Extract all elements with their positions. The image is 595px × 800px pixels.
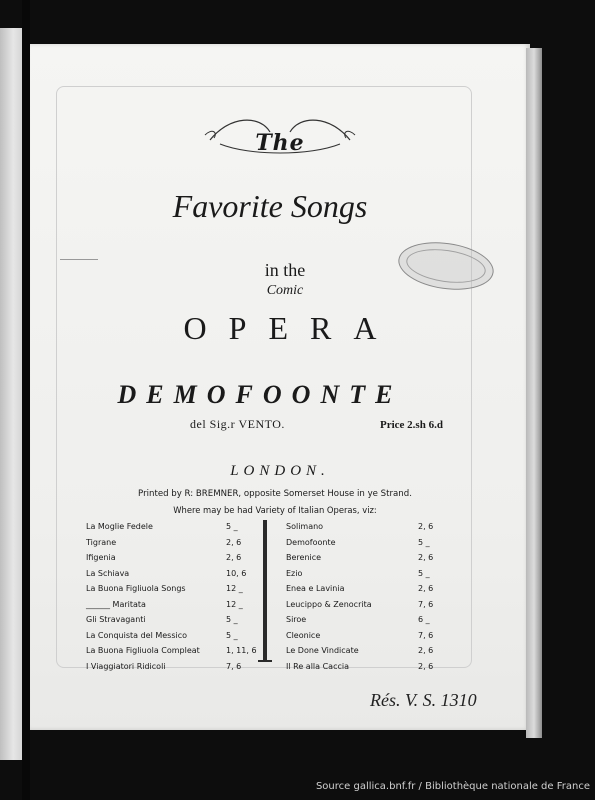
opera-price: 5 _: [226, 522, 238, 531]
opera-title: Tigrane: [86, 537, 117, 547]
opera-price: 5 _: [418, 568, 430, 578]
opera-price: 6 _: [418, 615, 430, 624]
opera-list-item: [286, 537, 430, 549]
column-divider: [263, 520, 267, 660]
opera-list-item: [86, 521, 238, 533]
opera-list-item: [286, 583, 434, 595]
opera-title: Il Re alla Caccia: [286, 661, 349, 671]
opera-price: 2, 6: [226, 537, 242, 547]
opera-list-item: [86, 568, 247, 580]
opera-title: Gli Stravaganti: [86, 615, 146, 624]
book-gutter: [22, 0, 30, 800]
opera-list-item: [86, 661, 242, 673]
subtitle-comic: Comic: [266, 283, 304, 298]
left-page-edge: [0, 28, 22, 760]
opera-list-item: [86, 645, 257, 657]
opera-price: 2, 6: [418, 522, 434, 531]
opera-list-item: [286, 614, 430, 626]
opera-price: 2, 6: [226, 553, 242, 562]
opera-title: La Moglie Fedele: [86, 522, 153, 531]
opera-price: 12 _: [226, 599, 243, 609]
opera-title: La Buona Figliuola Songs: [86, 584, 186, 593]
opera-title: La Schiava: [86, 568, 130, 578]
opera-list-item: [286, 661, 434, 673]
opera-price: 2, 6: [418, 553, 434, 562]
opera-title: I Viaggiatori Ridicoli: [86, 661, 166, 671]
opera-list-item: [86, 552, 242, 564]
opera-title: Demofoonte: [286, 537, 336, 547]
title-the: The: [255, 130, 305, 156]
opera-list-item: [286, 645, 434, 657]
opera-title: Ifigenia: [86, 553, 116, 562]
ink-dash: [60, 259, 98, 260]
opera-title: Siroe: [286, 615, 307, 624]
opera-price: 5 _: [226, 630, 238, 640]
imprint-publisher: Printed by R: BREMNER, opposite Somerset House in ye Strand.: [138, 489, 412, 499]
opera-price: 7, 6: [418, 630, 434, 640]
opera-title: ______ Maritata: [86, 599, 146, 609]
opera-list-item: [286, 599, 434, 611]
opera-price: 12 _: [226, 584, 243, 593]
opera-price: 5 _: [418, 537, 430, 547]
imprint-variety: Where may be had Variety of Italian Operas, viz:: [173, 505, 377, 515]
right-page-edge: [526, 48, 542, 738]
column-divider-cap: [258, 660, 272, 662]
opera-name: DEMOFOONTE: [117, 380, 403, 409]
opera-title: Cleonice: [286, 630, 321, 640]
imprint-city: LONDON.: [230, 463, 330, 479]
subtitle-opera: OPERA: [183, 310, 399, 346]
opera-title: Leucippo & Zenocrita: [286, 599, 372, 609]
opera-title: Enea e Lavinia: [286, 584, 345, 593]
opera-price: 10, 6: [226, 568, 247, 578]
opera-list-item: [86, 599, 243, 611]
opera-title: La Buona Figliuola Compleat: [86, 646, 200, 655]
subtitle-in-the: in the: [264, 260, 306, 280]
opera-list-item: [286, 568, 430, 580]
opera-list-item: [86, 537, 242, 549]
opera-list-item: [86, 614, 238, 626]
source-footer: Source gallica.bnf.fr / Bibliothèque nationale de France: [315, 781, 590, 792]
opera-title: Solimano: [286, 522, 324, 531]
opera-title: Ezio: [286, 568, 303, 578]
opera-title: Le Done Vindicate: [286, 646, 359, 655]
composer-line: del Sig.r VENTO.: [190, 417, 285, 431]
opera-list-item: [286, 521, 434, 533]
opera-list-item: [86, 630, 238, 642]
opera-list-item: [286, 630, 434, 642]
opera-list-item: [86, 583, 243, 595]
opera-price: 1, 11, 6: [226, 646, 257, 655]
opera-price: 2, 6: [418, 584, 434, 593]
price-line: Price 2.sh 6.d: [380, 419, 443, 431]
opera-title: La Conquista del Messico: [86, 630, 188, 640]
main-title: Favorite Songs: [172, 188, 368, 224]
opera-price: 7, 6: [226, 661, 242, 671]
shelfmark: Rés. V. S. 1310: [370, 690, 477, 710]
opera-title: Berenice: [286, 553, 322, 562]
opera-price: 2, 6: [418, 661, 434, 671]
opera-list-item: [286, 552, 434, 564]
opera-price: 7, 6: [418, 599, 434, 609]
opera-price: 5 _: [226, 615, 238, 624]
opera-price: 2, 6: [418, 646, 434, 655]
